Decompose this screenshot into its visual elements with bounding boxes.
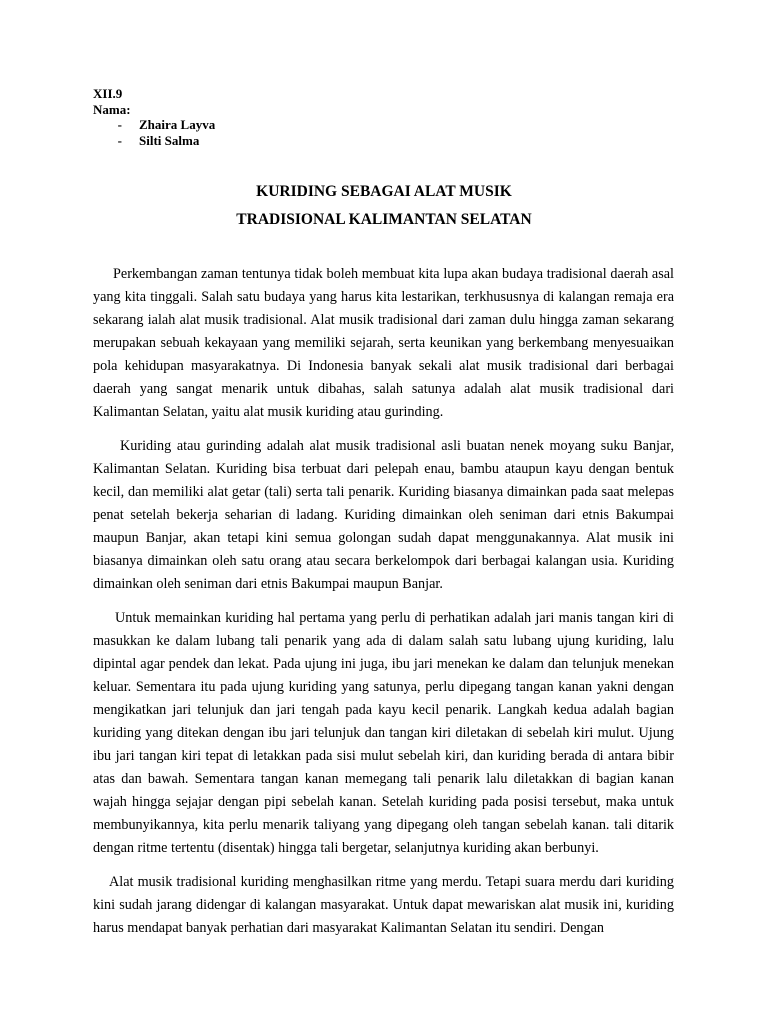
name-label: Nama: xyxy=(93,101,131,117)
student-info xyxy=(93,86,215,148)
member-name: Zhaira Layva xyxy=(139,117,216,132)
document-body xyxy=(93,263,674,951)
bullet-dash: - xyxy=(117,117,122,132)
document-title-line-2: TRADISIONAL KALIMANTAN SELATAN xyxy=(236,211,532,228)
paragraph: Alat musik tradisional kuriding menghasilkan ritme yang merdu. Tetapi suara merdu dari kuriding kini sudah jarang didengar di kalangan masyarakat. Untuk dapat mewariskan alat musik ini, kuriding harus mendapat banyak perhatian dari masyarakat Kalimantan Selatan itu sendiri. Dengan xyxy=(93,874,674,936)
paragraph: Untuk memainkan kuriding hal pertama yang perlu di perhatikan adalah jari manis tangan kiri di masukkan ke dalam lubang tali penarik yang ada di dalam salah satu lubang ujung kuriding, lalu dipintal agar pendek dan lekat. Pada ujung ini juga, ibu jari menekan ke dalam dan telunjuk menekan keluar. Sementara itu pada ujung kuriding yang satunya, perlu dipegang tangan kanan yakni dengan mengikatkan jari telunjuk dan jari tengah pada kayu kecil penarik. Langkah kedua adalah bagian kuriding yang ditekan dengan ibu jari telunjuk dan tangan kiri diletakan di sebelah kiri mulut. Ujung ibu jari tangan kiri tepat di letakkan pada sisi mulut sebelah kiri, dan kuriding berada di antara bibir atas dan bawah. Sementara tangan kanan memegang tali penarik lalu diletakkan di bagian kanan wajah hingga sejajar dengan pipi sebelah kanan. Setelah kuriding pada posisi tersebut, maka untuk membunyikannya, kita perlu menarik taliyang yang dipegang oleh tangan sebelah kanan. tali ditarik dengan ritme tertentu (disentak) hingga tali bergetar, selanjutnya kuriding akan berbunyi. xyxy=(93,610,674,856)
member-name: Silti Salma xyxy=(139,132,200,148)
paragraph: Perkembangan zaman tentunya tidak boleh membuat kita lupa akan budaya tradisional daerah asal yang kita tinggali. Salah satu budaya yang harus kita lestarikan, terkhususnya di kalangan remaja era sekarang ialah alat musik tradisional. Alat musik tradisional dari zaman dulu hingga zaman sekarang merupakan sebuah kekayaan yang memiliki sejarah, serta keunikan yang berkembang menyesuaikan pola kehidupan masyarakatnya. Di Indonesia banyak sekali alat musik tradisional dari berbagai daerah yang sangat menarik untuk dibahas, salah satunya adalah alat musik tradisional dari Kalimantan Selatan, yaitu alat musik kuriding atau gurinding. xyxy=(93,266,674,420)
paragraph: Kuriding atau gurinding adalah alat musik tradisional asli buatan nenek moyang suku Banjar, Kalimantan Selatan. Kuriding bisa terbuat dari pelepah enau, bambu ataupun kayu dengan bentuk kecil, dan memiliki alat getar (tali) serta tali penarik. Kuriding biasanya dimainkan pada saat melepas penat setelah bekerja seharian di ladang. Kuriding dimainkan oleh seniman dari etnis Bakumpai maupun Banjar, akan tetapi kini semua golongan sudah dapat menggunakannya. Alat musik ini biasanya dimainkan oleh satu orang atau secara berkelompok dari berbagai kalangan usia. Kuriding dimainkan oleh seniman dari etnis Bakumpai maupun Banjar. xyxy=(93,438,674,592)
class-label: XII.9 xyxy=(93,86,123,101)
bullet-dash: - xyxy=(117,132,122,148)
member-list xyxy=(93,117,215,148)
member-item xyxy=(93,117,215,133)
document-title-line-1: KURIDING SEBAGAI ALAT MUSIK xyxy=(256,183,512,200)
member-item xyxy=(93,133,215,149)
